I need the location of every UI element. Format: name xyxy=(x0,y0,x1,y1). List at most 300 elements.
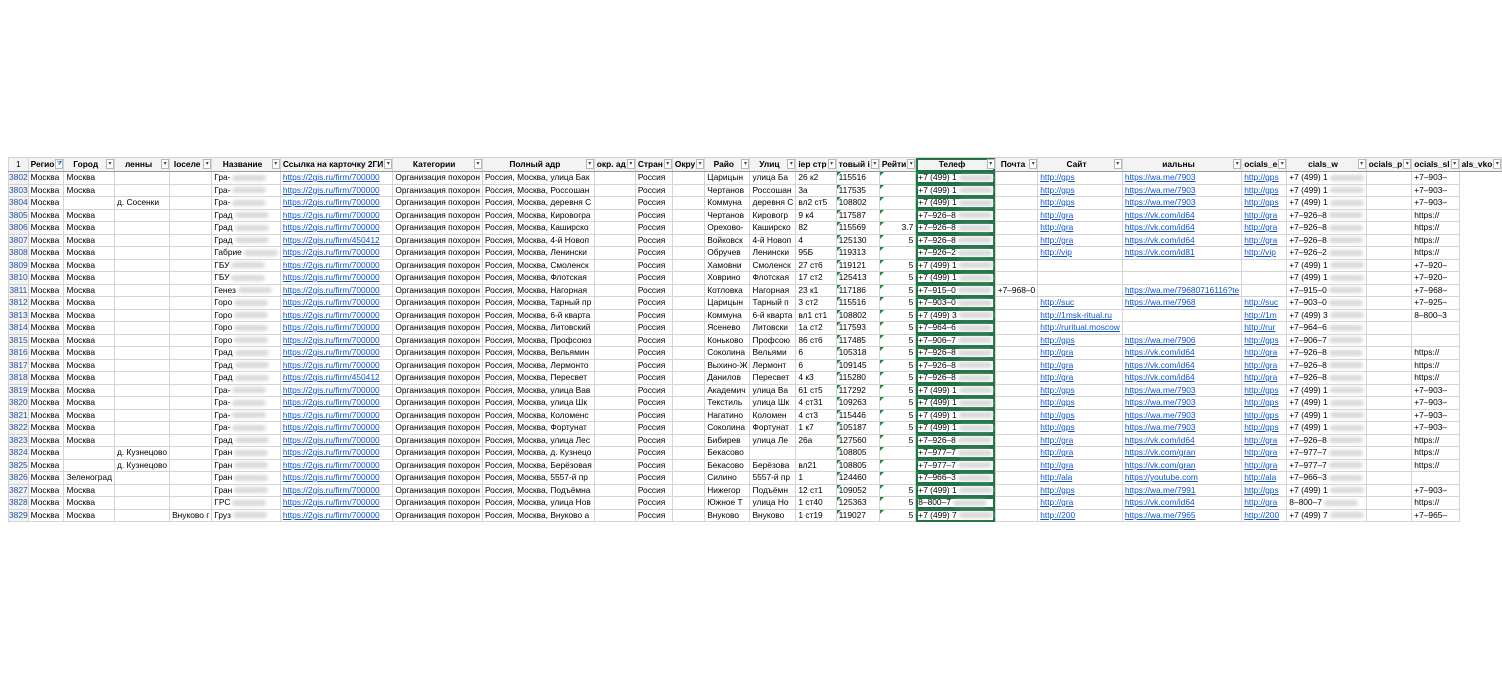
table-cell[interactable] xyxy=(1287,422,1366,435)
table-cell[interactable] xyxy=(1287,484,1366,497)
table-cell[interactable] xyxy=(280,397,393,410)
row-number[interactable]: 3823 xyxy=(9,434,28,445)
table-cell[interactable] xyxy=(64,197,115,210)
table-cell[interactable] xyxy=(114,247,169,260)
table-cell[interactable] xyxy=(750,434,796,447)
cell-link[interactable]: http://gps xyxy=(1040,334,1075,345)
table-cell[interactable] xyxy=(28,447,64,460)
table-cell[interactable] xyxy=(995,247,1038,260)
table-cell[interactable] xyxy=(1412,234,1459,247)
table-cell[interactable] xyxy=(1412,247,1459,260)
table-cell[interactable] xyxy=(672,309,704,322)
cell-link[interactable]: https://vk.com/id64 xyxy=(1124,372,1195,382)
table-cell[interactable] xyxy=(170,172,212,185)
table-cell[interactable] xyxy=(705,447,750,460)
table-cell[interactable] xyxy=(995,472,1038,485)
table-cell[interactable] xyxy=(1038,234,1123,247)
cell-link[interactable]: https://vk.com/id64 xyxy=(1124,222,1195,232)
table-cell[interactable] xyxy=(836,372,879,385)
cell-link[interactable]: https://2gis.ru/firm/700000 xyxy=(282,284,380,295)
table-cell[interactable] xyxy=(170,359,212,372)
cell-link[interactable]: http://gps xyxy=(1244,197,1279,207)
cell-link[interactable]: https://2gis.ru/firm/700000 xyxy=(282,272,380,282)
table-cell[interactable] xyxy=(916,372,995,385)
table-cell[interactable] xyxy=(64,359,115,372)
table-cell[interactable] xyxy=(64,309,115,322)
table-cell[interactable] xyxy=(28,397,64,410)
cell-link[interactable]: https://2gis.ru/firm/700000 xyxy=(282,172,380,182)
table-cell[interactable] xyxy=(28,334,64,347)
table-cell[interactable] xyxy=(879,384,915,397)
table-cell[interactable] xyxy=(594,409,635,422)
table-cell[interactable] xyxy=(114,447,169,460)
table-cell[interactable] xyxy=(879,259,915,272)
filter-dropdown-icon[interactable]: ▾ xyxy=(384,159,392,169)
filter-dropdown-icon[interactable]: ▾ xyxy=(871,159,879,169)
column-header[interactable] xyxy=(114,158,169,172)
table-cell[interactable] xyxy=(170,409,212,422)
table-cell[interactable] xyxy=(114,434,169,447)
table-cell[interactable] xyxy=(280,209,393,222)
table-cell[interactable] xyxy=(1366,422,1412,435)
table-cell[interactable] xyxy=(916,409,995,422)
cell-link[interactable]: https://2gis.ru/firm/700000 xyxy=(282,297,380,307)
table-cell[interactable] xyxy=(1122,459,1241,472)
table-cell[interactable] xyxy=(170,222,212,235)
table-cell[interactable] xyxy=(1412,472,1459,485)
table-cell[interactable] xyxy=(393,384,483,397)
table-cell[interactable] xyxy=(594,184,635,197)
filter-dropdown-icon[interactable]: ▾ xyxy=(1403,159,1411,169)
table-cell[interactable] xyxy=(1366,309,1412,322)
table-cell[interactable] xyxy=(64,172,115,185)
row-number[interactable]: 3808 xyxy=(9,247,28,257)
table-cell[interactable] xyxy=(796,172,836,185)
table-cell[interactable] xyxy=(114,222,169,235)
table-cell[interactable] xyxy=(114,272,169,285)
filter-dropdown-icon[interactable]: ▾ xyxy=(106,159,114,169)
table-cell[interactable] xyxy=(64,484,115,497)
table-cell[interactable] xyxy=(170,484,212,497)
table-cell[interactable] xyxy=(1287,434,1366,447)
table-cell[interactable] xyxy=(796,184,836,197)
table-cell[interactable] xyxy=(705,197,750,210)
filter-dropdown-icon[interactable]: ▾ xyxy=(696,159,704,169)
cell-link[interactable]: http://gps xyxy=(1244,334,1279,345)
table-cell[interactable] xyxy=(1242,247,1287,260)
table-cell[interactable] xyxy=(64,247,115,260)
table-cell[interactable] xyxy=(1287,359,1366,372)
table-cell[interactable] xyxy=(1287,309,1366,322)
table-cell[interactable] xyxy=(482,384,594,397)
table-cell[interactable] xyxy=(482,409,594,422)
table-cell[interactable] xyxy=(705,409,750,422)
table-cell[interactable] xyxy=(796,384,836,397)
table-cell[interactable] xyxy=(1242,409,1287,422)
table-cell[interactable] xyxy=(1242,222,1287,235)
table-cell[interactable] xyxy=(1287,172,1366,185)
table-cell[interactable] xyxy=(635,359,672,372)
column-header[interactable] xyxy=(280,158,393,172)
table-cell[interactable] xyxy=(836,459,879,472)
table-cell[interactable] xyxy=(836,259,879,272)
table-cell[interactable] xyxy=(1366,247,1412,260)
table-cell[interactable] xyxy=(482,397,594,410)
table-cell[interactable] xyxy=(705,209,750,222)
cell-link[interactable]: https://vk.com/id64 xyxy=(1124,234,1195,245)
table-cell[interactable] xyxy=(1242,309,1287,322)
table-cell[interactable] xyxy=(393,359,483,372)
table-cell[interactable] xyxy=(1412,284,1459,297)
table-cell[interactable] xyxy=(393,322,483,335)
table-cell[interactable] xyxy=(672,447,704,460)
cell-link[interactable]: https://2gis.ru/firm/450412 xyxy=(282,234,380,245)
table-cell[interactable] xyxy=(796,472,836,485)
table-cell[interactable] xyxy=(482,484,594,497)
table-cell[interactable] xyxy=(879,359,915,372)
table-cell[interactable] xyxy=(28,422,64,435)
cell-link[interactable]: https://2gis.ru/firm/700000 xyxy=(282,184,380,195)
table-cell[interactable] xyxy=(672,209,704,222)
table-cell[interactable] xyxy=(1287,372,1366,385)
column-header[interactable] xyxy=(1412,158,1459,172)
table-cell[interactable] xyxy=(836,209,879,222)
table-cell[interactable] xyxy=(916,272,995,285)
row-number[interactable]: 3805 xyxy=(9,209,28,220)
cell-link[interactable]: https://2gis.ru/firm/700000 xyxy=(282,322,380,332)
table-cell[interactable] xyxy=(1366,459,1412,472)
table-cell[interactable] xyxy=(212,309,281,322)
cell-link[interactable]: http://gra xyxy=(1244,459,1278,470)
table-cell[interactable] xyxy=(1366,322,1412,335)
table-cell[interactable] xyxy=(796,209,836,222)
table-cell[interactable] xyxy=(64,509,115,522)
table-cell[interactable] xyxy=(1366,472,1412,485)
table-cell[interactable] xyxy=(1242,484,1287,497)
table-cell[interactable] xyxy=(482,172,594,185)
table-cell[interactable] xyxy=(796,347,836,360)
cell-link[interactable]: https://2gis.ru/firm/700000 xyxy=(282,434,380,445)
filter-dropdown-icon[interactable]: ▾ xyxy=(627,159,635,169)
column-header[interactable] xyxy=(393,158,483,172)
table-cell[interactable] xyxy=(635,384,672,397)
table-cell[interactable] xyxy=(482,184,594,197)
table-cell[interactable] xyxy=(750,284,796,297)
table-cell[interactable] xyxy=(1412,272,1459,285)
cell-link[interactable]: https://2gis.ru/firm/700000 xyxy=(282,334,380,345)
table-cell[interactable] xyxy=(672,397,704,410)
table-cell[interactable] xyxy=(1366,184,1412,197)
table-cell[interactable] xyxy=(705,322,750,335)
table-cell[interactable] xyxy=(280,409,393,422)
table-cell[interactable] xyxy=(879,422,915,435)
table-cell[interactable] xyxy=(750,247,796,260)
table-cell[interactable] xyxy=(705,509,750,522)
table-cell[interactable] xyxy=(28,234,64,247)
table-cell[interactable] xyxy=(212,334,281,347)
table-cell[interactable] xyxy=(1287,259,1366,272)
table-cell[interactable] xyxy=(796,322,836,335)
table-cell[interactable] xyxy=(1038,284,1123,297)
table-cell[interactable] xyxy=(1287,384,1366,397)
table-cell[interactable] xyxy=(170,334,212,347)
table-cell[interactable] xyxy=(114,422,169,435)
cell-link[interactable]: https://2gis.ru/firm/700000 xyxy=(282,397,380,407)
table-cell[interactable] xyxy=(1366,272,1412,285)
table-cell[interactable] xyxy=(796,484,836,497)
table-cell[interactable] xyxy=(916,297,995,310)
table-cell[interactable] xyxy=(916,509,995,522)
cell-link[interactable]: http://gra xyxy=(1040,447,1074,457)
table-cell[interactable] xyxy=(1242,509,1287,522)
table-cell[interactable] xyxy=(28,484,64,497)
table-cell[interactable] xyxy=(750,234,796,247)
table-cell[interactable] xyxy=(114,234,169,247)
table-cell[interactable] xyxy=(1122,272,1241,285)
table-cell[interactable] xyxy=(635,284,672,297)
column-header[interactable] xyxy=(28,158,64,172)
table-cell[interactable] xyxy=(1122,334,1241,347)
filter-dropdown-icon[interactable]: ▾ xyxy=(1278,159,1286,169)
table-cell[interactable] xyxy=(170,272,212,285)
column-header[interactable] xyxy=(594,158,635,172)
table-cell[interactable] xyxy=(1287,272,1366,285)
row-number[interactable]: 3814 xyxy=(9,322,28,332)
table-cell[interactable] xyxy=(1122,297,1241,310)
table-cell[interactable] xyxy=(796,434,836,447)
table-cell[interactable] xyxy=(672,384,704,397)
table-cell[interactable] xyxy=(1122,247,1241,260)
table-cell[interactable] xyxy=(1038,297,1123,310)
table-cell[interactable] xyxy=(705,222,750,235)
table-cell[interactable] xyxy=(64,184,115,197)
table-cell[interactable] xyxy=(635,197,672,210)
table-cell[interactable] xyxy=(114,497,169,510)
table-cell[interactable] xyxy=(916,322,995,335)
table-cell[interactable] xyxy=(114,459,169,472)
table-cell[interactable] xyxy=(1412,259,1459,272)
cell-link[interactable]: https://2gis.ru/firm/700000 xyxy=(282,197,380,207)
table-cell[interactable] xyxy=(594,372,635,385)
table-cell[interactable] xyxy=(280,309,393,322)
table-cell[interactable] xyxy=(879,397,915,410)
table-cell[interactable] xyxy=(879,172,915,185)
table-cell[interactable] xyxy=(635,272,672,285)
table-cell[interactable] xyxy=(635,234,672,247)
table-cell[interactable] xyxy=(1242,297,1287,310)
table-cell[interactable] xyxy=(916,397,995,410)
table-cell[interactable] xyxy=(1038,447,1123,460)
table-cell[interactable] xyxy=(879,222,915,235)
table-cell[interactable] xyxy=(1122,359,1241,372)
table-cell[interactable] xyxy=(1412,447,1459,460)
cell-link[interactable]: http://gra xyxy=(1244,234,1278,245)
table-cell[interactable] xyxy=(1366,172,1412,185)
table-cell[interactable] xyxy=(1366,197,1412,210)
table-cell[interactable] xyxy=(393,272,483,285)
table-cell[interactable] xyxy=(796,222,836,235)
table-cell[interactable] xyxy=(280,184,393,197)
table-cell[interactable] xyxy=(170,434,212,447)
table-cell[interactable] xyxy=(916,347,995,360)
table-cell[interactable] xyxy=(28,409,64,422)
table-cell[interactable] xyxy=(280,359,393,372)
row-number[interactable]: 3812 xyxy=(9,297,28,307)
cell-link[interactable]: http://gra xyxy=(1244,372,1278,382)
table-cell[interactable] xyxy=(1242,347,1287,360)
table-cell[interactable] xyxy=(393,447,483,460)
table-cell[interactable] xyxy=(750,297,796,310)
table-cell[interactable] xyxy=(995,484,1038,497)
table-cell[interactable] xyxy=(212,472,281,485)
table-cell[interactable] xyxy=(1038,484,1123,497)
table-cell[interactable] xyxy=(1412,309,1459,322)
table-cell[interactable] xyxy=(114,384,169,397)
row-number[interactable]: 3829 xyxy=(9,509,28,520)
table-cell[interactable] xyxy=(916,209,995,222)
table-cell[interactable] xyxy=(1412,184,1459,197)
table-cell[interactable] xyxy=(212,359,281,372)
table-cell[interactable] xyxy=(482,309,594,322)
table-cell[interactable] xyxy=(1287,347,1366,360)
table-cell[interactable] xyxy=(482,347,594,360)
table-cell[interactable] xyxy=(750,197,796,210)
table-cell[interactable] xyxy=(64,459,115,472)
table-cell[interactable] xyxy=(1038,359,1123,372)
table-cell[interactable] xyxy=(1412,372,1459,385)
table-cell[interactable] xyxy=(750,359,796,372)
table-cell[interactable] xyxy=(1366,434,1412,447)
filter-dropdown-icon[interactable]: ▾ xyxy=(272,159,280,169)
table-cell[interactable] xyxy=(28,172,64,185)
table-cell[interactable] xyxy=(1038,309,1123,322)
table-cell[interactable] xyxy=(1122,447,1241,460)
table-cell[interactable] xyxy=(1242,459,1287,472)
table-cell[interactable] xyxy=(212,509,281,522)
row-number[interactable]: 3809 xyxy=(9,259,28,270)
table-cell[interactable] xyxy=(170,372,212,385)
table-cell[interactable] xyxy=(212,272,281,285)
table-cell[interactable] xyxy=(393,409,483,422)
table-cell[interactable] xyxy=(114,347,169,360)
table-cell[interactable] xyxy=(28,434,64,447)
table-cell[interactable] xyxy=(1122,434,1241,447)
column-header[interactable] xyxy=(672,158,704,172)
cell-link[interactable]: http://gra xyxy=(1040,359,1074,370)
cell-link[interactable]: https://2gis.ru/firm/700000 xyxy=(282,347,380,357)
filter-dropdown-icon[interactable]: ▾ xyxy=(741,159,749,169)
table-cell[interactable] xyxy=(750,397,796,410)
table-cell[interactable] xyxy=(995,297,1038,310)
table-cell[interactable] xyxy=(1412,209,1459,222)
table-cell[interactable] xyxy=(64,234,115,247)
table-cell[interactable] xyxy=(1412,434,1459,447)
table-cell[interactable] xyxy=(750,497,796,510)
column-header[interactable] xyxy=(1038,158,1123,172)
table-cell[interactable] xyxy=(995,347,1038,360)
table-cell[interactable] xyxy=(482,297,594,310)
table-cell[interactable] xyxy=(114,209,169,222)
table-cell[interactable] xyxy=(1122,384,1241,397)
table-cell[interactable] xyxy=(796,234,836,247)
table-cell[interactable] xyxy=(1242,359,1287,372)
table-cell[interactable] xyxy=(879,309,915,322)
table-cell[interactable] xyxy=(916,497,995,510)
row-number[interactable]: 3803 xyxy=(9,184,28,195)
row-number[interactable]: 3827 xyxy=(9,484,28,495)
table-cell[interactable] xyxy=(1122,472,1241,485)
table-cell[interactable] xyxy=(836,347,879,360)
table-cell[interactable] xyxy=(28,247,64,260)
cell-link[interactable]: https://wa.me/7965 xyxy=(1124,509,1196,520)
table-cell[interactable] xyxy=(1287,284,1366,297)
table-cell[interactable] xyxy=(916,234,995,247)
table-cell[interactable] xyxy=(1287,184,1366,197)
table-cell[interactable] xyxy=(995,497,1038,510)
table-cell[interactable] xyxy=(750,484,796,497)
table-cell[interactable] xyxy=(393,397,483,410)
table-cell[interactable] xyxy=(705,184,750,197)
table-cell[interactable] xyxy=(995,222,1038,235)
table-cell[interactable] xyxy=(635,397,672,410)
table-cell[interactable] xyxy=(672,472,704,485)
table-cell[interactable] xyxy=(1366,209,1412,222)
table-cell[interactable] xyxy=(1122,397,1241,410)
filter-dropdown-icon[interactable]: ▾ xyxy=(1233,159,1241,169)
table-cell[interactable] xyxy=(28,209,64,222)
column-header[interactable] xyxy=(836,158,879,172)
table-cell[interactable] xyxy=(1242,334,1287,347)
table-cell[interactable] xyxy=(1122,322,1241,335)
table-cell[interactable] xyxy=(1366,259,1412,272)
table-cell[interactable] xyxy=(705,359,750,372)
table-cell[interactable] xyxy=(114,334,169,347)
table-cell[interactable] xyxy=(1412,359,1459,372)
cell-link[interactable]: http://gra xyxy=(1244,222,1278,232)
table-cell[interactable] xyxy=(750,222,796,235)
table-cell[interactable] xyxy=(594,272,635,285)
table-cell[interactable] xyxy=(1242,434,1287,447)
table-cell[interactable] xyxy=(393,309,483,322)
table-cell[interactable] xyxy=(594,472,635,485)
table-cell[interactable] xyxy=(1038,272,1123,285)
table-cell[interactable] xyxy=(916,484,995,497)
table-cell[interactable] xyxy=(1366,222,1412,235)
spreadsheet-grid[interactable] xyxy=(8,157,1502,522)
table-cell[interactable] xyxy=(28,284,64,297)
cell-link[interactable]: http://gps xyxy=(1040,397,1075,407)
table-cell[interactable] xyxy=(212,284,281,297)
table-cell[interactable] xyxy=(280,484,393,497)
cell-link[interactable]: http://gra xyxy=(1040,372,1074,382)
table-cell[interactable] xyxy=(1412,509,1459,522)
table-cell[interactable] xyxy=(28,184,64,197)
table-cell[interactable] xyxy=(796,509,836,522)
cell-link[interactable]: https://2gis.ru/firm/700000 xyxy=(282,359,380,370)
table-cell[interactable] xyxy=(879,272,915,285)
table-cell[interactable] xyxy=(672,459,704,472)
table-cell[interactable] xyxy=(170,509,212,522)
table-cell[interactable] xyxy=(995,397,1038,410)
table-cell[interactable] xyxy=(635,172,672,185)
table-cell[interactable] xyxy=(750,384,796,397)
table-cell[interactable] xyxy=(594,447,635,460)
table-cell[interactable] xyxy=(916,197,995,210)
table-cell[interactable] xyxy=(635,409,672,422)
table-cell[interactable] xyxy=(393,422,483,435)
table-cell[interactable] xyxy=(705,397,750,410)
table-cell[interactable] xyxy=(64,409,115,422)
